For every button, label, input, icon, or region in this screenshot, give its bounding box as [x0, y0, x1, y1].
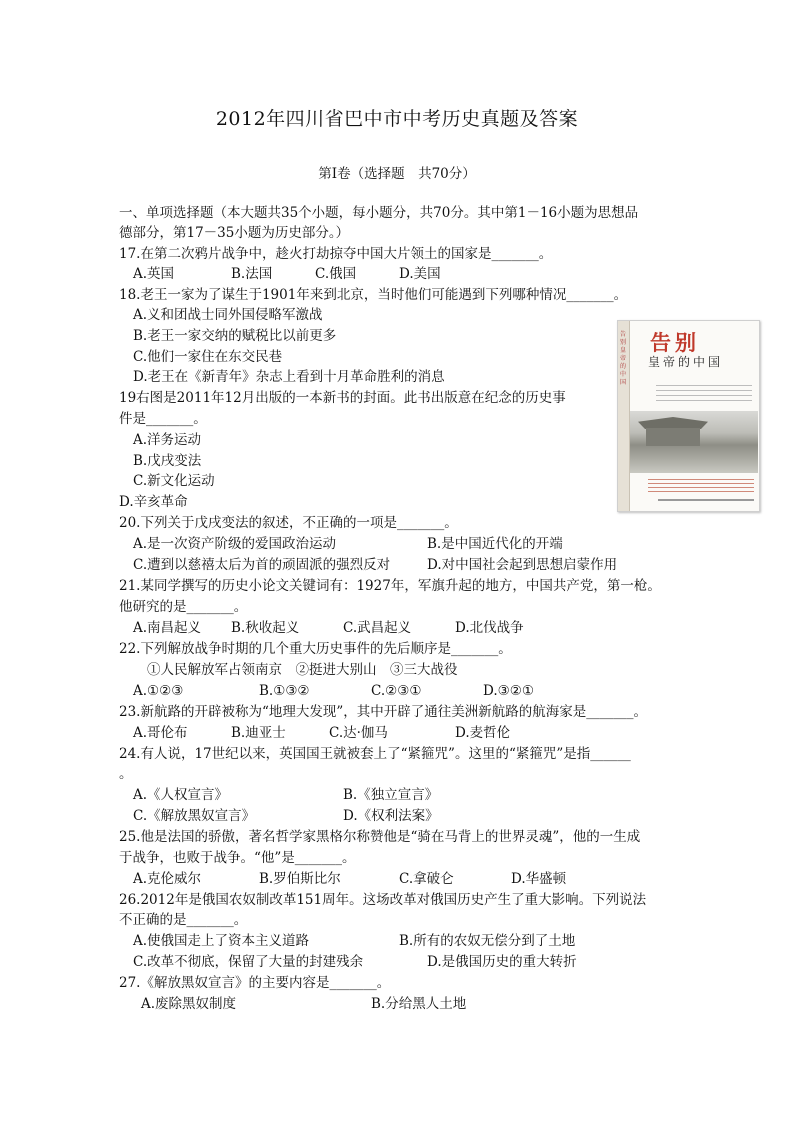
- question-19-cont: 件是_______。: [119, 411, 207, 427]
- q24-option-b: B.《独立宣言》: [343, 787, 439, 803]
- q20-option-b: B.是中国近代化的开端: [427, 536, 563, 552]
- question-21-cont: 他研究的是_______。: [119, 599, 248, 615]
- book-blurb: [656, 385, 752, 405]
- q26-option-a: A.使俄国走上了资本主义道路: [133, 933, 310, 949]
- question-26-cont: 不正确的是_______。: [119, 912, 248, 928]
- q23-option-c: C.达·伽马: [329, 725, 388, 741]
- q25-option-c: C.拿破仑: [399, 871, 454, 887]
- q17-option-b: B.法国: [231, 266, 273, 282]
- q24-option-d: D.《权利法案》: [343, 808, 439, 824]
- q22-option-d: D.③②①: [483, 683, 534, 699]
- q21-option-a: A.南昌起义: [133, 620, 202, 636]
- q17-option-a: A.英国: [133, 266, 175, 282]
- book-cover-image: [617, 320, 760, 512]
- q22-option-c: C.②③①: [371, 683, 422, 699]
- q17-option-d: D.美国: [399, 266, 441, 282]
- q18-option-d: D.老王在《新青年》杂志上看到十月革命胜利的消息: [133, 369, 445, 385]
- q20-option-c: C.遭到以慈禧太后为首的顽固派的强烈反对: [133, 557, 391, 573]
- q18-option-c: C.他们一家住在东交民巷: [133, 349, 283, 365]
- q25-option-b: B.罗伯斯比尔: [259, 871, 341, 887]
- q19-option-d: D.辛亥革命: [119, 494, 188, 510]
- book-back-text: [648, 479, 754, 495]
- q21-option-c: C.武昌起义: [343, 620, 412, 636]
- q23-option-a: A.哥伦布: [133, 725, 188, 741]
- question-25-cont: 于战争，也败于战争。“他”是_______。: [119, 850, 356, 866]
- q22-events: ①人民解放军占领南京 ②挺进大别山 ③三大战役: [147, 662, 458, 678]
- q25-option-a: A.克伦威尔: [133, 871, 202, 887]
- q22-option-b: B.①③②: [259, 683, 310, 699]
- q19-option-b: B.戊戌变法: [133, 453, 202, 469]
- book-spine: [618, 321, 630, 511]
- section-subtitle: 第Ⅰ卷（选择题 共70分）: [318, 166, 476, 182]
- q21-option-b: B.秋收起义: [231, 620, 300, 636]
- question-17: 17.在第二次鸦片战争中，趁火打劫掠夺中国大片领土的国家是_______。: [119, 246, 553, 262]
- q27-option-b: B.分给黑人土地: [371, 996, 467, 1012]
- question-18: 18.老王一家为了谋生于1901年来到北京，当时他们可能遇到下列哪种情况_______。: [119, 287, 628, 303]
- book-publisher: [658, 499, 754, 501]
- page-title: 2012年四川省巴中市中考历史真题及答案: [215, 108, 579, 130]
- question-24-cont: 。: [119, 766, 133, 782]
- book-subtitle: 皇帝的中国: [648, 355, 724, 369]
- book-title: 告别: [650, 330, 700, 355]
- question-26: 26.2012年是俄国农奴制改革151周年。这场改革对俄国历史产生了重大影响。下列说法: [119, 892, 647, 908]
- q20-option-a: A.是一次资产阶级的爱国政治运动: [133, 536, 337, 552]
- q23-option-b: B.迪亚士: [231, 725, 286, 741]
- q24-option-c: C.《解放黑奴宣言》: [133, 808, 256, 824]
- q23-option-d: D.麦哲伦: [455, 725, 511, 741]
- q22-option-a: A.①②③: [133, 683, 184, 699]
- question-21: 21.某同学撰写的历史小论文关键词有：1927年，军旗升起的地方，中国共产党，第一枪。: [119, 578, 661, 594]
- book-spine-text: 告别皇帝的中国: [620, 331, 627, 386]
- question-24: 24.有人说，17世纪以来，英国国王就被套上了“紧箍咒”。这里的“紧箍咒”是指______: [119, 746, 631, 762]
- q25-option-d: D.华盛顿: [511, 871, 567, 887]
- q24-option-a: A.《人权宣言》: [133, 787, 229, 803]
- q17-option-c: C.俄国: [315, 266, 357, 282]
- section-instructions-line-2: 德部分，第17－35小题为历史部分。）: [119, 225, 350, 241]
- question-22: 22.下列解放战争时期的几个重大历史事件的先后顺序是_______。: [119, 641, 512, 657]
- q18-option-b: B.老王一家交纳的赋税比以前更多: [133, 328, 337, 344]
- q26-option-c: C.改革不彻底，保留了大量的封建残余: [133, 954, 364, 970]
- q19-option-a: A.洋务运动: [133, 432, 202, 448]
- question-27: 27.《解放黑奴宣言》的主要内容是_______。: [119, 975, 391, 991]
- q21-option-d: D.北伐战争: [455, 620, 524, 636]
- palace-building: [646, 428, 700, 446]
- q27-option-a: A.废除黑奴制度: [141, 996, 237, 1012]
- q18-option-a: A.义和团战士同外国侵略军激战: [133, 307, 323, 323]
- q26-option-d: D.是俄国历史的重大转折: [427, 954, 577, 970]
- q26-option-b: B.所有的农奴无偿分到了土地: [399, 933, 576, 949]
- section-instructions-line-1: 一、单项选择题（本大题共35个小题，每小题分，共70分。其中第1－16小题为思想品: [119, 205, 639, 221]
- q20-option-d: D.对中国社会起到思想启蒙作用: [427, 557, 618, 573]
- question-19: 19右图是2011年12月出版的一本新书的封面。此书出版意在纪念的历史事: [119, 390, 566, 406]
- question-25: 25.他是法国的骄傲，著名哲学家黑格尔称赞他是“骑在马背上的世界灵魂”，他的一生成: [119, 829, 641, 845]
- q19-option-c: C.新文化运动: [133, 473, 215, 489]
- question-20: 20.下列关于戊戌变法的叙述，不正确的一项是_______。: [119, 515, 458, 531]
- question-23: 23.新航路的开辟被称为“地理大发现”，其中开辟了通往美洲新航路的航海家是_______。: [119, 704, 648, 720]
